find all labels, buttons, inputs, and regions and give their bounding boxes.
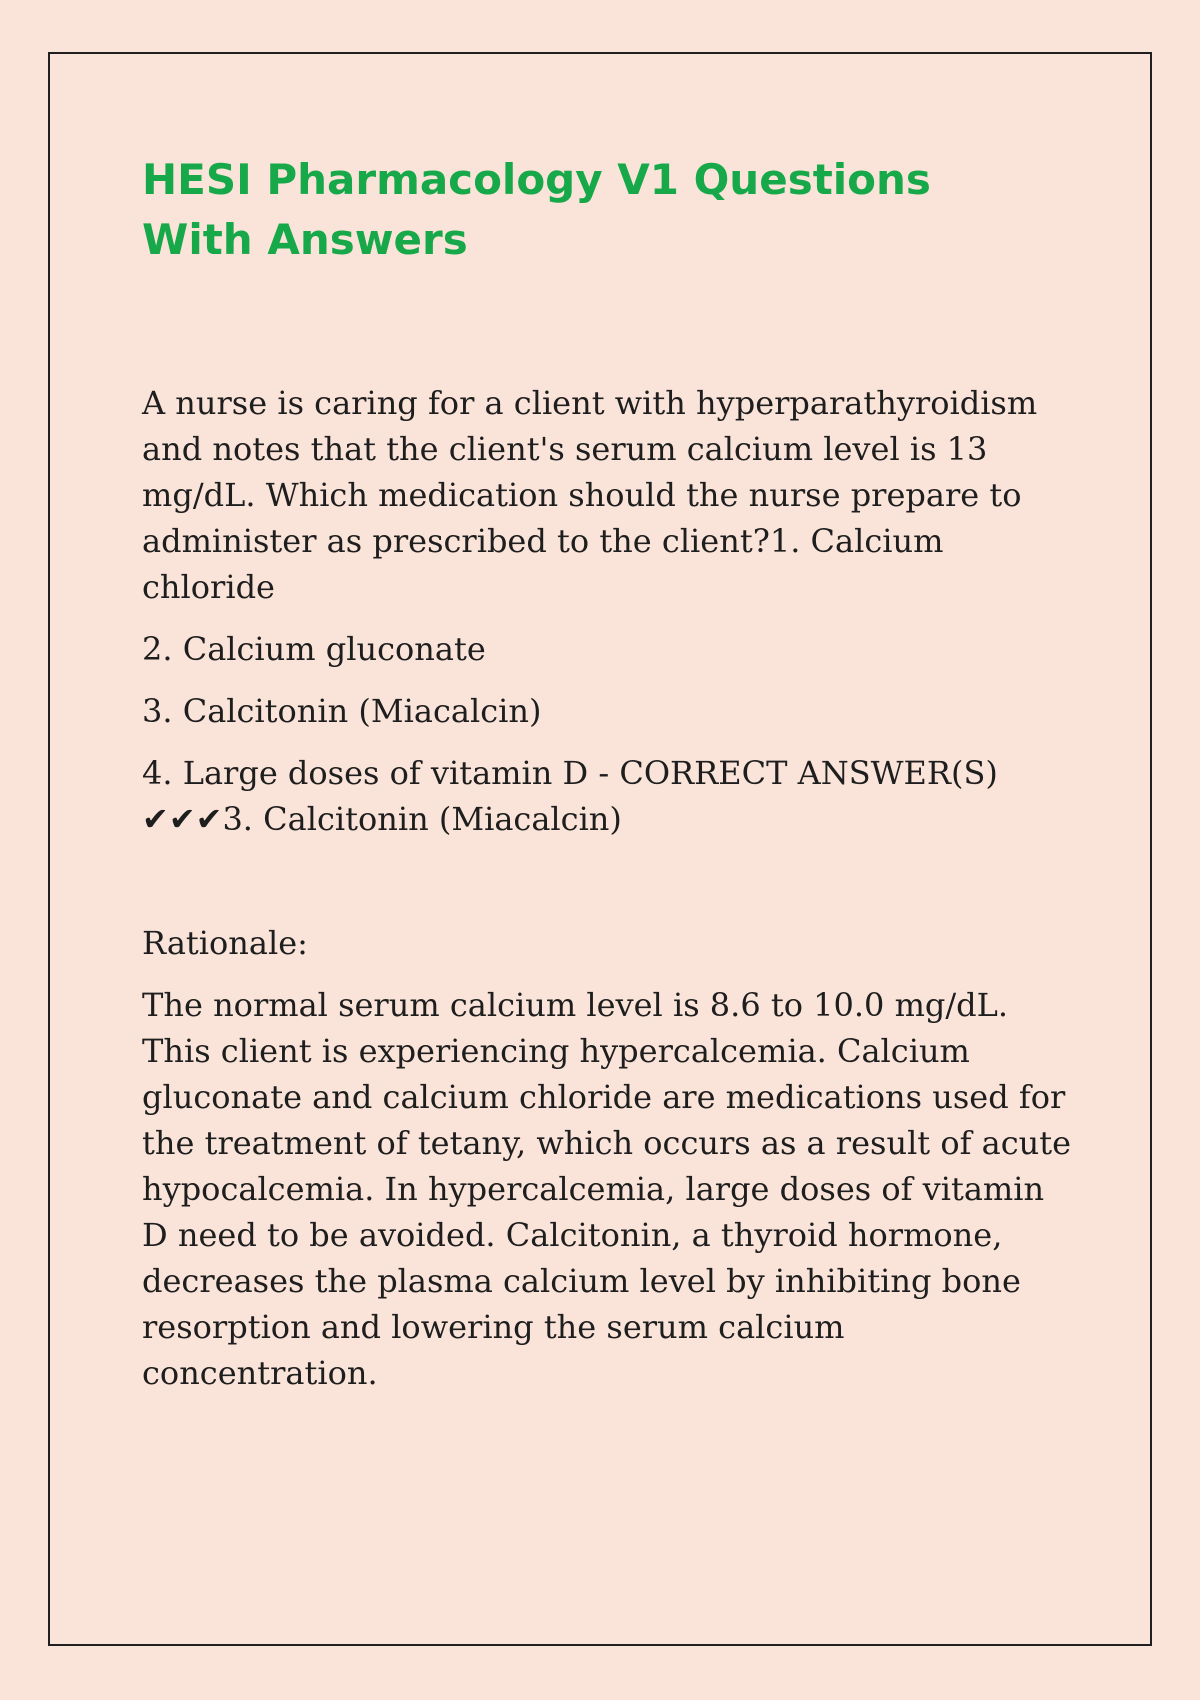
- rationale-heading: Rationale:: [142, 924, 308, 962]
- rationale-text: The normal serum calcium level is 8.6 to 10.0 mg/dL. This client is experiencing hypercalcemia. Calcium gluconate and calcium chloride are medications used for the treatment of tetany, which occurs as a result of acute hypocalcemia. In hypercalcemia, large doses of vitamin D need to be avoided. Calcitonin, a thyroid hormone, decreases the plasma calcium level by inhibiting bone resorption and lowering the serum calcium concentration.: [142, 986, 1072, 1392]
- answer-option-3: 3. Calcitonin (Miacalcin): [142, 692, 542, 730]
- question-text: A nurse is caring for a client with hyperparathyroidism and notes that the client's serum calcium level is 13 mg/dL. Which medication should the nurse prepare to administer as prescribed to the client?1. Calcium chloride: [142, 384, 1038, 606]
- answer-option-4-with-correct-answer: 4. Large doses of vitamin D - CORRECT ANSWER(S) ✔✔✔3. Calcitonin (Miacalcin): [142, 754, 998, 838]
- document-content: [142, 150, 1082, 1396]
- answer-option-2: 2. Calcium gluconate: [142, 630, 486, 668]
- document-title: HESI Pharmacology V1 Questions With Answers: [142, 155, 931, 264]
